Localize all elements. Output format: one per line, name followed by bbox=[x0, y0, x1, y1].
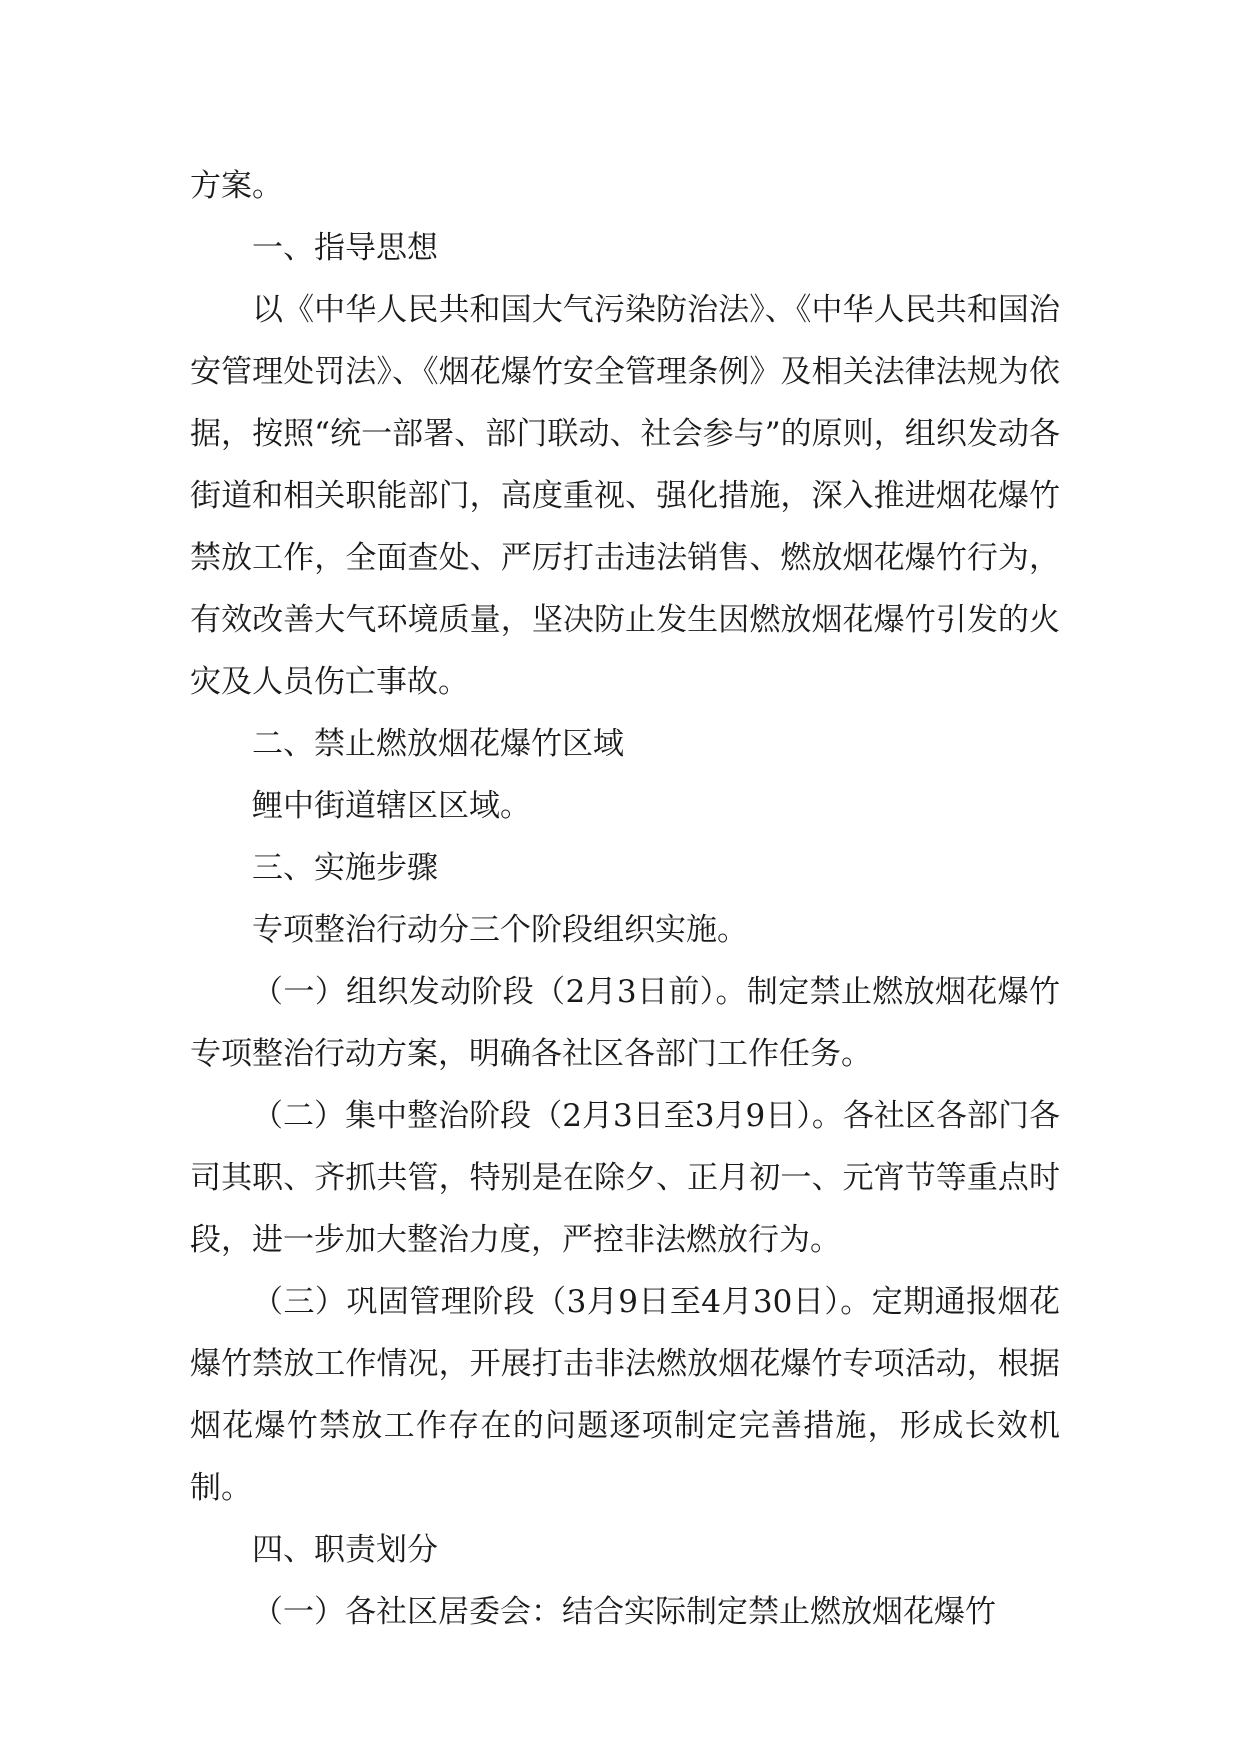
paragraph-prohibited-area: 鲤中街道辖区区域。 bbox=[252, 788, 531, 824]
paragraph-responsibility-one: （一）各社区居委会：结合实际制定禁止燃放烟花爆竹 bbox=[252, 1594, 996, 1630]
heading-responsibilities: 四、职责划分 bbox=[252, 1532, 438, 1568]
paragraph-guiding-ideology: 以《中华人民共和国大气污染防治法》、《中华人民共和国治安管理处罚法》、《烟花爆竹安全管理条例》及相关法律法规为依据，按照“统一部署、部门联动、社会参与”的原则，组织发动各街道和相关职能部门，高度重视、强化措施，深入推进烟花爆竹禁放工作，全面查处、严厉打击违法销售、燃放烟花爆竹行为，有效改善大气环境质量，坚决防止发生因燃放烟花爆竹引发的火灾及人员伤亡事故。 bbox=[190, 292, 1060, 700]
document-body bbox=[190, 155, 1060, 1643]
paragraph-continuation: 方案。 bbox=[190, 168, 283, 204]
paragraph-stage-three: （三）巩固管理阶段（3月9日至4月30日）。定期通报烟花爆竹禁放工作情况，开展打击非法燃放烟花爆竹专项活动，根据烟花爆竹禁放工作存在的问题逐项制定完善措施，形成长效机制。 bbox=[190, 1284, 1060, 1506]
paragraph-stage-one: （一）组织发动阶段（2月3日前）。制定禁止燃放烟花爆竹专项整治行动方案，明确各社区各部门工作任务。 bbox=[190, 974, 1060, 1072]
heading-guiding-ideology: 一、指导思想 bbox=[252, 230, 438, 266]
heading-implementation-steps: 三、实施步骤 bbox=[252, 850, 438, 886]
paragraph-stage-two: （二）集中整治阶段（2月3日至3月9日）。各社区各部门各司其职、齐抓共管，特别是在除夕、正月初一、元宵节等重点时段，进一步加大整治力度，严控非法燃放行为。 bbox=[190, 1098, 1060, 1258]
paragraph-implementation-intro: 专项整治行动分三个阶段组织实施。 bbox=[252, 912, 748, 948]
heading-prohibited-area: 二、禁止燃放烟花爆竹区域 bbox=[252, 726, 624, 762]
